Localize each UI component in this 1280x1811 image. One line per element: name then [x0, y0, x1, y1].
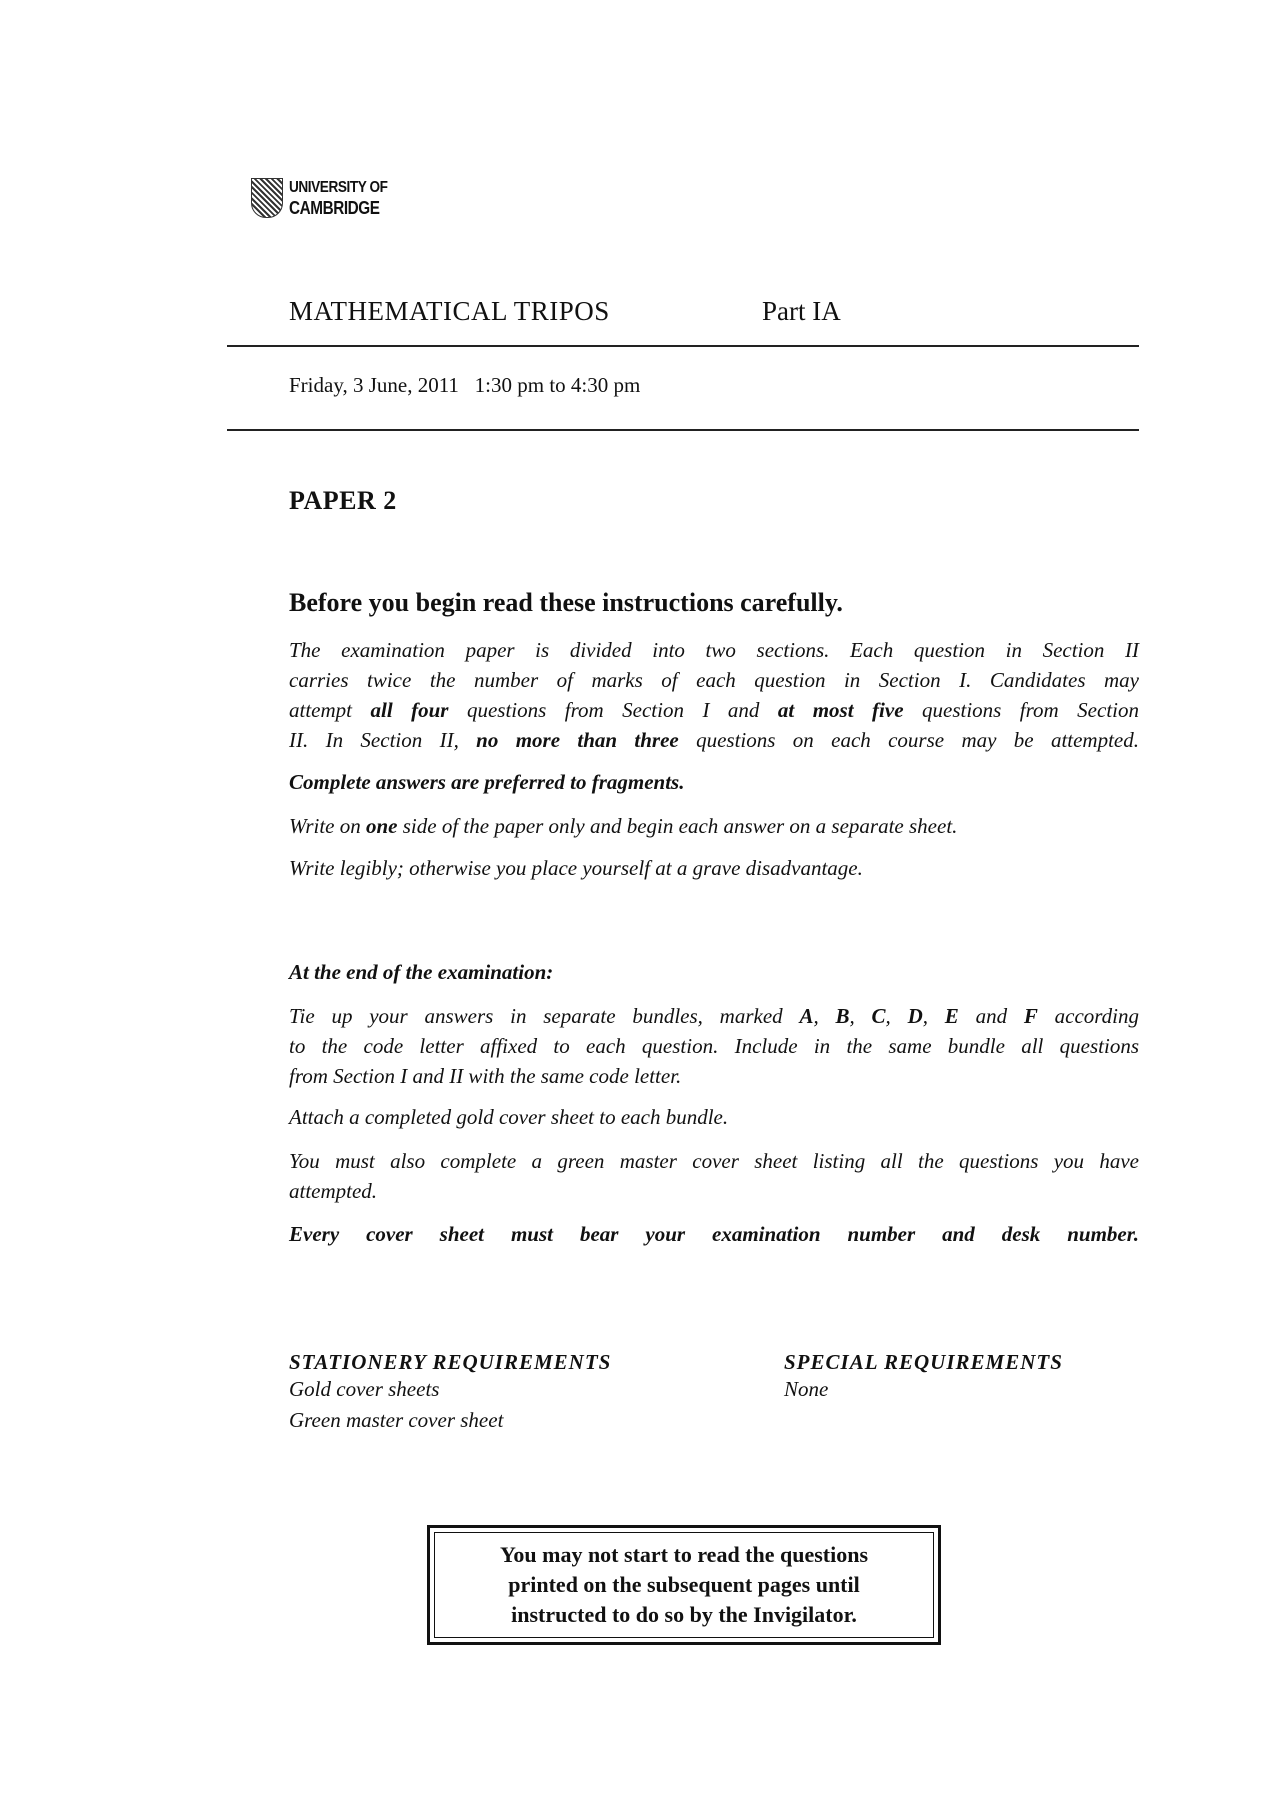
divider [227, 345, 1139, 347]
text: carries twice the number of marks of each question in Section I. Candidates may [289, 668, 1139, 692]
invigilator-notice-box [427, 1525, 941, 1645]
text: , [849, 1004, 872, 1028]
text: attempted. [289, 1179, 378, 1203]
text: questions on each course may be attempted. [678, 728, 1140, 752]
text: II. In Section II, [289, 728, 477, 752]
text: Write on [289, 814, 366, 838]
exam-title: MATHEMATICAL TRIPOS [289, 296, 610, 326]
text: to the code letter affixed to each question. Include in the same bundle all questions [289, 1034, 1139, 1058]
text: Tie up your answers in separate bundles, marked [289, 1004, 800, 1028]
instruction-line [289, 1002, 1139, 1030]
text: You must also complete a green master cover sheet listing all the questions you have [289, 1149, 1139, 1173]
instructions-heading: Before you begin read these instructions carefully. [289, 588, 843, 617]
logo-line-1: UNIVERSITY OF [289, 179, 388, 196]
emphasis-text: no more than three [476, 728, 679, 752]
instruction-line [289, 1147, 1139, 1175]
text: attempt [289, 698, 371, 722]
text: , [813, 1004, 836, 1028]
emphasis-text: At the end of the examination: [289, 960, 554, 984]
text: side of the paper only and begin each answer on a separate sheet. [397, 814, 958, 838]
instruction-line [289, 812, 1139, 840]
special-heading: SPECIAL REQUIREMENTS [784, 1350, 1063, 1374]
university-logo [251, 178, 405, 218]
text: questions from Section [903, 698, 1139, 722]
emphasis-text: D [907, 1004, 923, 1028]
emphasis-text: one [366, 814, 398, 838]
special-requirements [784, 1350, 1063, 1402]
stationery-heading: STATIONERY REQUIREMENTS [289, 1350, 612, 1374]
instruction-line [289, 1062, 1139, 1090]
stationery-requirements [289, 1350, 611, 1433]
text: Attach a completed gold cover sheet to each bundle. [289, 1105, 729, 1129]
text: , [922, 1004, 945, 1028]
text: and [958, 1004, 1024, 1028]
instruction-line [289, 726, 1139, 754]
emphasis-text: F [1023, 1004, 1038, 1028]
text: questions from Section I and [448, 698, 778, 722]
stationery-item: Green master cover sheet [289, 1408, 504, 1432]
instruction-line [289, 636, 1139, 664]
instruction-line [289, 1032, 1139, 1060]
emphasis-text: B [835, 1004, 850, 1028]
notice-line: instructed to do so by the Invigilator. [511, 1602, 857, 1627]
exam-date: Friday, 3 June, 2011 1:30 pm to 4:30 pm [289, 373, 641, 397]
emphasis-text: A [799, 1004, 814, 1028]
instruction-line [289, 768, 1139, 796]
emphasis-text: E [944, 1004, 959, 1028]
instruction-line [289, 696, 1139, 724]
special-item: None [784, 1377, 829, 1401]
crest-icon [251, 178, 283, 218]
emphasis-text: Every cover sheet must bear your examination number and desk number. [289, 1222, 1139, 1246]
text: The examination paper is divided into two sections. Each question in Section II [289, 638, 1139, 662]
instruction-line [289, 958, 1139, 986]
instruction-line [289, 854, 1139, 882]
exam-part: Part IA [762, 296, 841, 326]
emphasis-text: Complete answers are preferred to fragments. [289, 770, 685, 794]
text: from Section I and II with the same code letter. [289, 1064, 682, 1088]
logo-line-2: CAMBRIDGE [289, 198, 380, 218]
instruction-line [289, 1220, 1139, 1248]
emphasis-text: C [871, 1004, 886, 1028]
instruction-line [289, 666, 1139, 694]
paper-number: PAPER 2 [289, 486, 397, 515]
text: , [885, 1004, 908, 1028]
notice-line: printed on the subsequent pages until [508, 1572, 860, 1597]
text: according [1037, 1004, 1140, 1028]
logo-text [289, 178, 388, 218]
stationery-item: Gold cover sheets [289, 1377, 440, 1401]
emphasis-text: at most five [777, 698, 904, 722]
divider [227, 429, 1139, 431]
notice-line: You may not start to read the questions [499, 1542, 869, 1567]
emphasis-text: all four [370, 698, 449, 722]
instruction-line [289, 1177, 1139, 1205]
text: Write legibly; otherwise you place yourself at a grave disadvantage. [289, 856, 863, 880]
instruction-line [289, 1103, 1139, 1131]
